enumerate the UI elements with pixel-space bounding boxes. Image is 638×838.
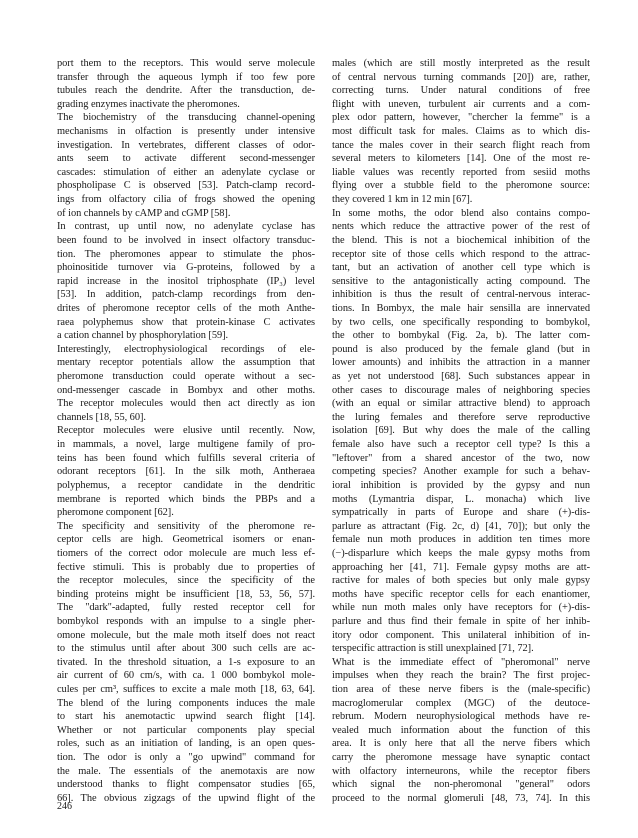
text-line: tion area of these nerve fibers is the (male-specific) xyxy=(332,684,590,696)
text-line: air current of 60 cm/s, with ca. 1 000 bombykol mole- xyxy=(57,670,315,682)
text-line: other cases to discourage males of neighboring species xyxy=(332,384,590,396)
text-line: flight with uneven, turbulent air currents and a com- xyxy=(332,98,590,110)
text-line: tiomers of the correct odor molecule are much less ef- xyxy=(57,547,315,559)
text-line: macroglomerular complex (MGC) of the deutoce- xyxy=(332,697,590,709)
text-line: itory odor component. This unilateral inhibition of in- xyxy=(332,629,590,641)
text-line: tant, but an activation of another cell type which is xyxy=(332,262,590,274)
text-line: 66]. The obvious zigzags of the upwind flight of the xyxy=(57,792,315,804)
text-line: of ion channels by cAMP and cGMP [58]. xyxy=(57,207,231,219)
text-line: membrane is reported which binds the PBPs and a xyxy=(57,493,315,505)
text-line: tubules reach the dendrite. After the transduction, de- xyxy=(57,85,315,97)
text-line: ants seem to activate different second-messenger xyxy=(57,153,315,165)
text-line: teins has been found which fulfills several criteria of xyxy=(57,452,315,464)
text-line: lower amounts) and inhibits the attraction in a manner xyxy=(332,357,590,369)
text-line: polyphemus, a receptor candidate in the dendritic xyxy=(57,479,315,491)
page-number: 246 xyxy=(57,801,72,812)
text-line: The blend of the luring components induces the male xyxy=(57,697,315,709)
text-line: cascades: stimulation of either an adenylate cyclase or xyxy=(57,166,315,178)
text-line: in mammals, a novel, large multigene family of pro- xyxy=(57,439,315,451)
text-line: with olfactory interneurons, while the receptor fibers xyxy=(332,765,590,777)
text-line: ioral inhibition is provided by the gypsy and nun xyxy=(332,479,590,491)
text-line: odorant receptors [61]. In the silk moth, Antheraea xyxy=(57,466,315,478)
text-line: several meters to kilometers [14]. One of the most re- xyxy=(332,153,590,165)
text-line: tance the males cover in their search flight reach from xyxy=(332,139,590,151)
text-line: port them to the receptors. This would serve molecule xyxy=(57,58,315,69)
text-line: carry the pheromone message have synaptic contact xyxy=(332,752,590,764)
text-line: the blend. This is not a biochemical inhibition of the xyxy=(332,234,590,246)
text-line: nents which reduce the attractive power of the rest of xyxy=(332,221,590,233)
text-line: drites of pheromone receptor cells of the moth Anthe- xyxy=(57,302,315,314)
text-line: pheromone component [62]. xyxy=(57,507,174,519)
text-line: sensitive to the antagonistically acting compound. The xyxy=(332,275,590,287)
text-line: inhibition is thus the result of central-nervous interac- xyxy=(332,289,590,301)
text-line: to start his anemotactic upwind search flight [14]. xyxy=(57,711,315,723)
text-line: parlure as attractant (Fig. 2c, d) [41, 70]); but only the xyxy=(332,520,590,532)
text-line: isolation [69]. But why does the male of the calling xyxy=(332,425,590,437)
text-line: female nun moth produces in addition ten times more xyxy=(332,534,590,546)
left-text-column xyxy=(57,57,315,806)
text-line: In contrast, up until now, no adenylate cyclase has xyxy=(57,221,315,233)
text-line: grading enzymes inactivate the pheromones. xyxy=(57,98,240,110)
text-line: female also have such a receptor cell type? Is this a xyxy=(332,439,590,451)
text-line: area. It is only here that all the nerve fibers which xyxy=(332,738,590,750)
text-line: bombykol responds with an impulse to a single pher- xyxy=(57,615,315,627)
text-line: they covered 1 km in 12 min [67]. xyxy=(332,194,473,206)
text-line: the other to bombykal (Fig. 2a, b). The latter com- xyxy=(332,330,590,342)
text-line: been found to be involved in insect olfactory transduc- xyxy=(57,234,315,246)
text-line: What is the immediate effect of "pheromonal" nerve xyxy=(332,656,590,668)
text-line: (with an equal or similar attractive blend) to approach xyxy=(332,398,590,410)
text-line: Interestingly, electrophysiological recordings of ele- xyxy=(57,343,315,355)
text-line: channels [18, 55, 60]. xyxy=(57,411,146,423)
text-line: plex odor pattern, however, "chercher la femme" is a xyxy=(332,112,590,124)
text-line: "leftover" from a shared ancestor of the two, now xyxy=(332,452,590,464)
text-line: receptor site of those cells which respond to the attrac- xyxy=(332,248,590,260)
text-line: moths (Lymantria dispar, L. monacha) which live xyxy=(332,493,590,505)
text-line: (−)-disparlure which keeps the male gypsy moths from xyxy=(332,547,590,559)
text-line: ond-messenger cascade in Bombyx and other moths. xyxy=(57,384,315,396)
text-line: sympatrically in parts of Europe and share (+)-dis- xyxy=(332,507,590,519)
text-line: the receptor molecules, since the specificity of the xyxy=(57,575,315,587)
text-line: raea polyphemus show that protein-kinase C activates xyxy=(57,316,315,328)
text-line: tion. The odor is only a "go upwind" command for xyxy=(57,752,315,764)
text-line: The biochemistry of the transducing channel-opening xyxy=(57,112,315,124)
text-line: rapid increase in the inositol triphosphate (IP₃) level xyxy=(57,275,315,287)
text-line: rebrum. Modern neurophysiological methods have re- xyxy=(332,711,590,723)
text-line: liable values was recently reported from sesiid moths xyxy=(332,166,590,178)
text-line: pound is also produced by the female gland (but in xyxy=(332,343,590,355)
text-line: phospholipase C is observed [53]. Patch-clamp record- xyxy=(57,180,315,192)
text-line: The receptor molecules would then act directly as ion xyxy=(57,398,315,410)
text-line: approaching her [41, 71]. Female gypsy moths are att- xyxy=(332,561,590,573)
text-line: terspecific attraction is still unexplained [71, 72]. xyxy=(332,643,534,655)
text-line: impulses when they reach the brain? The first projec- xyxy=(332,670,590,682)
text-line: tions. In Bombyx, the male hair sensilla are innervated xyxy=(332,302,590,314)
text-line: which signal the non-pheromonal "general" odors xyxy=(332,779,590,791)
text-line: parlure and thus find their female in spite of her inhib- xyxy=(332,615,590,627)
text-line: competing species? Another example for such a behav- xyxy=(332,466,590,478)
text-line: transfer through the aqueous lymph if too few pore xyxy=(57,71,315,83)
text-line: as yet not understood [68]. Such substances appear in xyxy=(332,371,590,383)
text-line: investigation. In vertebrates, different classes of odor- xyxy=(57,139,315,151)
text-line: by two cells, one specifically responding to bombykol, xyxy=(332,316,590,328)
text-line: correcting turns. Under natural conditions of free xyxy=(332,85,590,97)
text-line: ings from olfactory cilia of frogs showed the opening xyxy=(57,194,315,206)
text-line: the luring females and therefore serve reproductive xyxy=(332,411,590,423)
text-line: tion. The pheromones appear to stimulate the phos- xyxy=(57,248,315,260)
text-line: understood thanks to flight compensator studies [65, xyxy=(57,779,315,791)
text-line: Whether or not particular components play special xyxy=(57,724,315,736)
text-line: The "dark"-adapted, fully rested receptor cell for xyxy=(57,602,315,614)
text-line: pheromone transduction could operate without a sec- xyxy=(57,371,315,383)
text-line: while nun moth males only have receptors for (+)-dis- xyxy=(332,602,590,614)
text-line: fective stimuli. This is probably due to properties of xyxy=(57,561,315,573)
text-line: cules per cm³, suffices to excite a male moth [18, 63, 64]. xyxy=(57,684,315,696)
text-line: mechanisms in olfaction is presently under intensive xyxy=(57,126,315,138)
text-line: mentary receptor potentials allow the assumption that xyxy=(57,357,315,369)
text-line: binding proteins might be insufficient [18, 53, 56, 57]. xyxy=(57,588,315,600)
text-line: vealed much information about the function of this xyxy=(332,724,590,736)
text-line: roles, such as an initiation of landing, is an open ques- xyxy=(57,738,315,750)
text-line: the male. The essentials of the anemotaxis are now xyxy=(57,765,315,777)
text-line: omone molecule, but the male moth itself does not react xyxy=(57,629,315,641)
text-line: of central nervous turning commands [20]) are, rather, xyxy=(332,71,590,83)
text-line: to the stimulus until after about 300 such cells are ac- xyxy=(57,643,315,655)
text-line: males (which are still mostly interpreted as the result xyxy=(332,58,590,69)
text-line: phoinositide turnover via G-proteins, followed by a xyxy=(57,262,315,274)
text-line: ceptor cells are high. Geometrical isomers or enan- xyxy=(57,534,315,546)
text-line: most difficult task for males. Claims as to which dis- xyxy=(332,126,590,138)
right-text-column xyxy=(332,57,590,806)
text-line: flying over a stubble field to the pheromone source: xyxy=(332,180,590,192)
text-line: tivated. In the threshold situation, a 1-s exposure to an xyxy=(57,656,315,668)
text-line: moths have specific receptor cells for each enantiomer, xyxy=(332,588,590,600)
text-line: Receptor molecules were elusive until recently. Now, xyxy=(57,425,315,437)
text-line: proceed to the normal glomeruli [48, 73, 74]. In this xyxy=(332,792,590,804)
text-line: a cation channel by phosphorylation [59]. xyxy=(57,330,229,342)
text-line: [53]. In addition, patch-clamp recordings from den- xyxy=(57,289,315,301)
text-line: ractive for males of both species but only male gypsy xyxy=(332,575,590,587)
text-line: In some moths, the odor blend also contains compo- xyxy=(332,207,590,219)
text-line: The specificity and sensitivity of the pheromone re- xyxy=(57,520,315,532)
